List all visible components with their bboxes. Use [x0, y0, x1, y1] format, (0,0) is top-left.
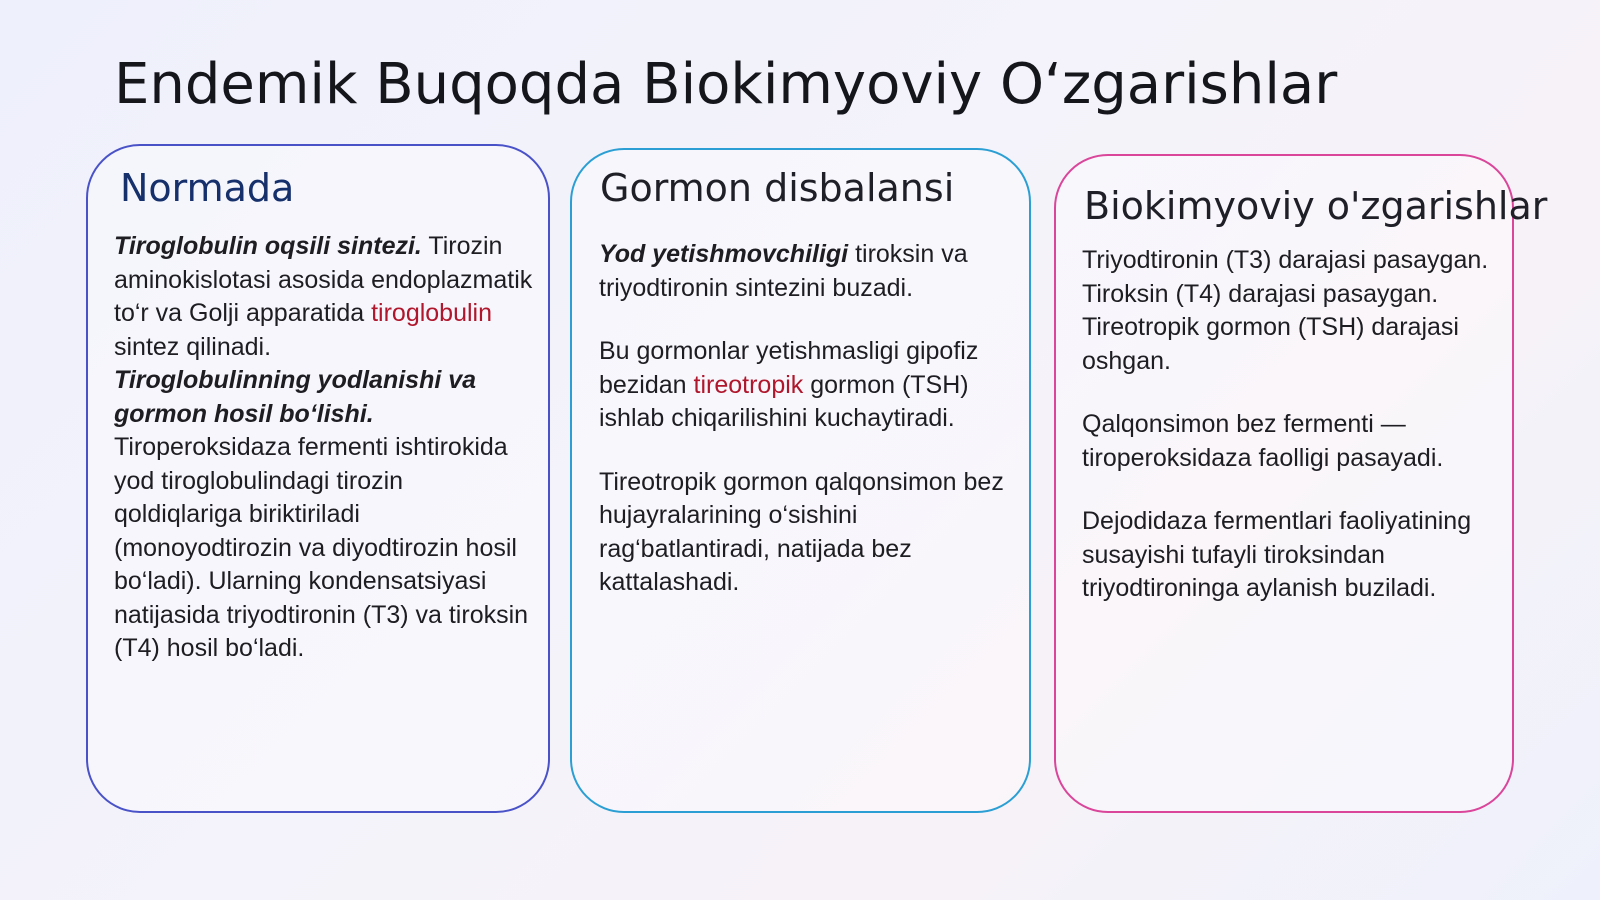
paragraph-text: Qalqonsimon bez fermenti — tiroperoksidaza faolligi pasayadi.	[1082, 410, 1444, 472]
card-gormon-disbalansi	[570, 148, 1031, 813]
paragraph	[599, 238, 1009, 305]
paragraph	[1082, 244, 1492, 378]
bold-lead: Yod yetishmovchiligi	[599, 240, 849, 268]
card-heading: Gormon disbalansi	[600, 166, 955, 210]
highlight-term: tireotropik	[693, 370, 804, 399]
card-heading: Biokimyoviy o'zgarishlar	[1084, 184, 1548, 228]
paragraph	[114, 364, 534, 666]
paragraph-line: Tiroksin (T4) darajasi pasaygan.	[1082, 279, 1439, 308]
bold-lead: Tiroglobulinning yodlanishi va gormon hosil bo‘lishi.	[114, 366, 477, 428]
paragraph-text: Tiroperoksidaza fermenti ishtirokida yod tiroglobulindagi tirozin qoldiqlariga biriktiriladi (monoyodtirozin va diyodtirozin hosil bo‘ladi). Ularning kondensatsiyasi natijasida triyodtironin (T3) va tiroksin (T4) hosil bo‘ladi.	[114, 433, 529, 662]
paragraph-text: gormon (TSH) ishlab chiqarilishini kuchaytiradi.	[599, 370, 969, 432]
paragraph-text: Bu gormonlar yetishmasligi gipofiz bezidan	[599, 337, 979, 399]
paragraph	[114, 230, 534, 364]
bold-lead: Tiroglobulin oqsili sintezi.	[114, 232, 422, 260]
highlight-term: tiroglobulin	[371, 299, 493, 327]
paragraph-text: sintez qilinadi.	[114, 332, 272, 361]
card-normada	[86, 144, 550, 813]
paragraph	[599, 335, 1009, 436]
paragraph-text: tiroksin va triyodtironin sintezini buzadi.	[599, 240, 968, 302]
paragraph-text: Dejodidaza fermentlari faoliyatining susayishi tufayli tiroksindan triyodtironinga aylanish buziladi.	[1082, 507, 1472, 602]
card-body	[114, 230, 534, 666]
paragraph	[1082, 505, 1492, 606]
paragraph	[599, 466, 1009, 600]
paragraph-line: Tireotropik gormon (TSH) darajasi oshgan.	[1082, 313, 1459, 375]
slide-title: Endemik Buqoqda Biokimyoviy O‘zgarishlar	[114, 52, 1338, 117]
card-body	[1082, 244, 1492, 606]
paragraph-text: Tirozin aminokislotasi asosida endoplazmatik to‘r va Golji apparatida	[114, 232, 533, 327]
paragraph-line: Triyodtironin (T3) darajasi pasaygan.	[1082, 246, 1489, 274]
card-heading: Normada	[120, 166, 295, 210]
paragraph	[1082, 408, 1492, 475]
paragraph-text: Tireotropik gormon qalqonsimon bez hujayralarining o‘sishini rag‘batlantiradi, natijada bez kattalashadi.	[599, 467, 1004, 596]
card-biokimyoviy-ozgarishlar	[1054, 154, 1548, 813]
card-body	[599, 238, 1009, 600]
